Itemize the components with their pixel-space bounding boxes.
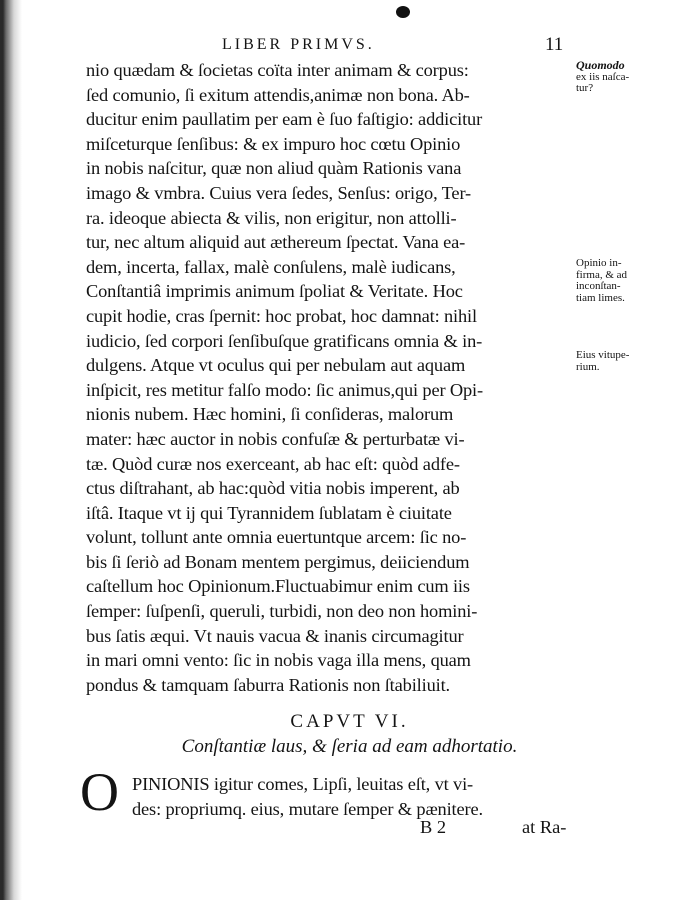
text-line: des: propriumq. eius, mutare ſemper & pænitere. [132, 798, 483, 819]
page-gutter-shadow [0, 0, 22, 900]
page-number: 11 [545, 34, 564, 55]
text-line: miſceturque ſenſibus: & ex impuro hoc cœtu Opinio [86, 133, 461, 154]
running-head: LIBER PRIMVS. [222, 36, 375, 53]
text-line: tæ. Quòd curæ nos exerceant, ab hac eſt: quòd adfe- [86, 453, 460, 474]
text-line: ſed comunio, ſi exitum attendis,animæ non bona. Ab- [86, 84, 470, 105]
margin-note-opinion [576, 258, 691, 304]
printer-ornament [396, 6, 410, 18]
margin-note-line: tiam limes. [576, 291, 625, 304]
margin-note-line: tur? [576, 82, 594, 94]
signature-mark: B 2 [420, 817, 447, 837]
margin-note-line: ex iis naſca- [576, 70, 630, 83]
text-line: cupit hodie, cras ſpernit: hoc probat, hoc damnat: nihil [86, 305, 477, 326]
chapter-opening-text [132, 772, 572, 821]
margin-note-reproach [576, 350, 691, 373]
chapter-title: CAPVT VI. [290, 711, 409, 732]
text-line: tur, nec altum aliquid aut æthereum ſpectat. Vana ea- [86, 232, 466, 253]
text-line: nio quædam & ſocietas coïta inter animam & corpus: [86, 60, 469, 80]
text-line: imago & vmbra. Cuius vera ſedes, Senſus: origo, Ter- [86, 182, 472, 203]
body-text [86, 58, 572, 697]
text-line: bis ſi ſeriò ad Bonam mentem pergimus, deiiciendum [86, 551, 470, 572]
catchword: at Ra- [522, 817, 567, 837]
text-line: ra. ideoque abiecta & vilis, non erigitur, non attolli- [86, 207, 457, 228]
text-line: pondus & tamquam ſaburra Rationis non ſtabiliuit. [86, 674, 450, 695]
text-line: mater: hæc auctor in nobis confuſæ & perturbatæ vi- [86, 428, 465, 449]
text-line: iudicio, ſed corpori ſenſibuſque gratificans omnia & in- [86, 330, 483, 351]
text-line: PINIONIS igitur comes, Lipſi, leuitas eſt, vt vi- [132, 774, 474, 794]
text-line: ſemper: ſuſpenſi, queruli, turbidi, non deo non homini- [86, 601, 478, 622]
text-line: nionis nubem. Hæc homini, ſi conſideras, malorum [86, 404, 454, 425]
text-line: dem, incerta, fallax, malè conſulens, malè iudicans, [86, 256, 456, 277]
text-line: caſtellum hoc Opinionum.Fluctuabimur enim cum iis [86, 576, 470, 597]
text-line: inſpicit, res metitur falſo modo: ſic animus,qui per Opi- [86, 379, 483, 400]
text-line: ducitur enim paullatim per eam è ſuo faſtigio: addicitur [86, 109, 483, 130]
text-line: in nobis naſcitur, quæ non aliud quàm Rationis vana [86, 158, 462, 179]
drop-cap: O [80, 762, 119, 822]
chapter-subtitle: Conſtantiæ laus, & ſeria ad eam adhortatio. [181, 736, 518, 757]
text-line: ctus diſtrahant, ab hac:quòd vitia nobis imperent, ab [86, 478, 460, 499]
margin-note-line: rium. [576, 360, 600, 373]
text-line: dulgens. Atque vt oculus qui per nebulam aut aquam [86, 355, 466, 376]
margin-note-line: firma, & ad [576, 268, 628, 281]
margin-note-line: inconſtan- [576, 280, 621, 292]
text-line: Conſtantiâ imprimis animum ſpoliat & Veritate. Hoc [86, 281, 463, 302]
text-line: in mari omni vento: ſic in nobis vaga illa mens, quam [86, 650, 471, 671]
text-line: volunt, tollunt ante omnia euertuntque arcem: ſic no- [86, 527, 467, 548]
text-line: bus ſatis æqui. Vt nauis vacua & inanis circumagitur [86, 625, 464, 646]
margin-note-line: Eius vitupe- [576, 349, 630, 361]
text-line: iſtâ. Itaque vt ij qui Tyrannidem ſublatam è ciuitate [86, 502, 452, 523]
margin-note-origin [576, 60, 691, 95]
margin-note-line: Quomodo [576, 58, 625, 72]
margin-note-line: Opinio in- [576, 257, 622, 269]
